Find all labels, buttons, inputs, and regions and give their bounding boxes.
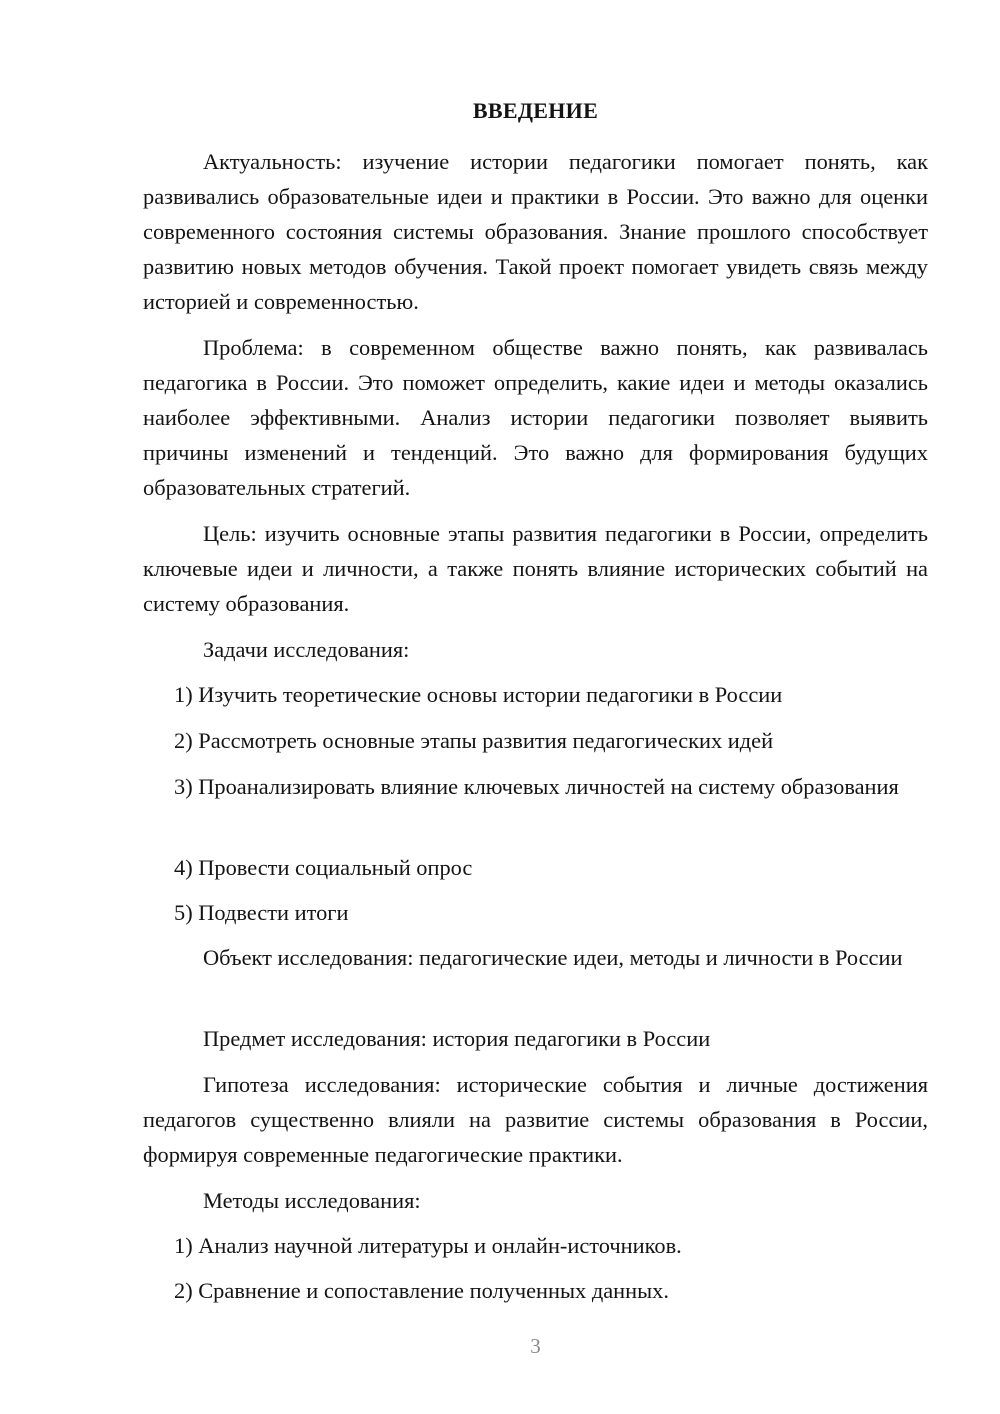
goal-paragraph: Цель: изучить основные этапы развития педагогики в России, определить ключевые идеи и личности, а также понять влияние исторических событий на систему образования. — [143, 521, 928, 616]
section-heading: ВВЕДЕНИЕ — [472, 98, 599, 123]
task-item-5: 5) Подвести итоги — [174, 900, 349, 925]
page-number: 3 — [530, 1334, 541, 1358]
problem-paragraph: Проблема: в современном обществе важно понять, как развивалась педагогика в России. Это поможет определить, какие идеи и методы оказались наиболее эффективными. Анализ истории педагогики позволяет выявить причины изменений и тенденций. Это важно для формирования будущих образовательных стратегий. — [143, 335, 928, 500]
relevance-paragraph: Актуальность: изучение истории педагогики помогает понять, как развивались образовательные идеи и практики в России. Это важно для оценки современного состояния системы образования. Знание прошлого способствует развитию новых методов обучения. Такой проект помогает увидеть связь между историей и современностью. — [143, 149, 928, 314]
document-page — [143, 0, 928, 1414]
hypothesis-paragraph: Гипотеза исследования: исторические события и личные достижения педагогов существенно влияли на развитие системы образования в России, формируя современные педагогические практики. — [143, 1072, 928, 1167]
method-item-1: 1) Анализ научной литературы и онлайн-источников. — [174, 1233, 682, 1258]
object-paragraph: Объект исследования: педагогические идеи, методы и личности в России — [203, 945, 903, 970]
method-item-2: 2) Сравнение и сопоставление полученных данных. — [174, 1278, 669, 1303]
task-item-1: 1) Изучить теоретические основы истории педагогики в России — [174, 682, 783, 707]
task-item-4: 4) Провести социальный опрос — [174, 855, 473, 880]
methods-title: Методы исследования: — [203, 1188, 421, 1213]
task-item-2: 2) Рассмотреть основные этапы развития педагогических идей — [174, 728, 774, 753]
subject-paragraph: Предмет исследования: история педагогики в России — [203, 1026, 711, 1051]
tasks-title: Задачи исследования: — [203, 637, 410, 662]
task-item-3: 3) Проанализировать влияние ключевых личностей на систему образования — [174, 774, 899, 799]
